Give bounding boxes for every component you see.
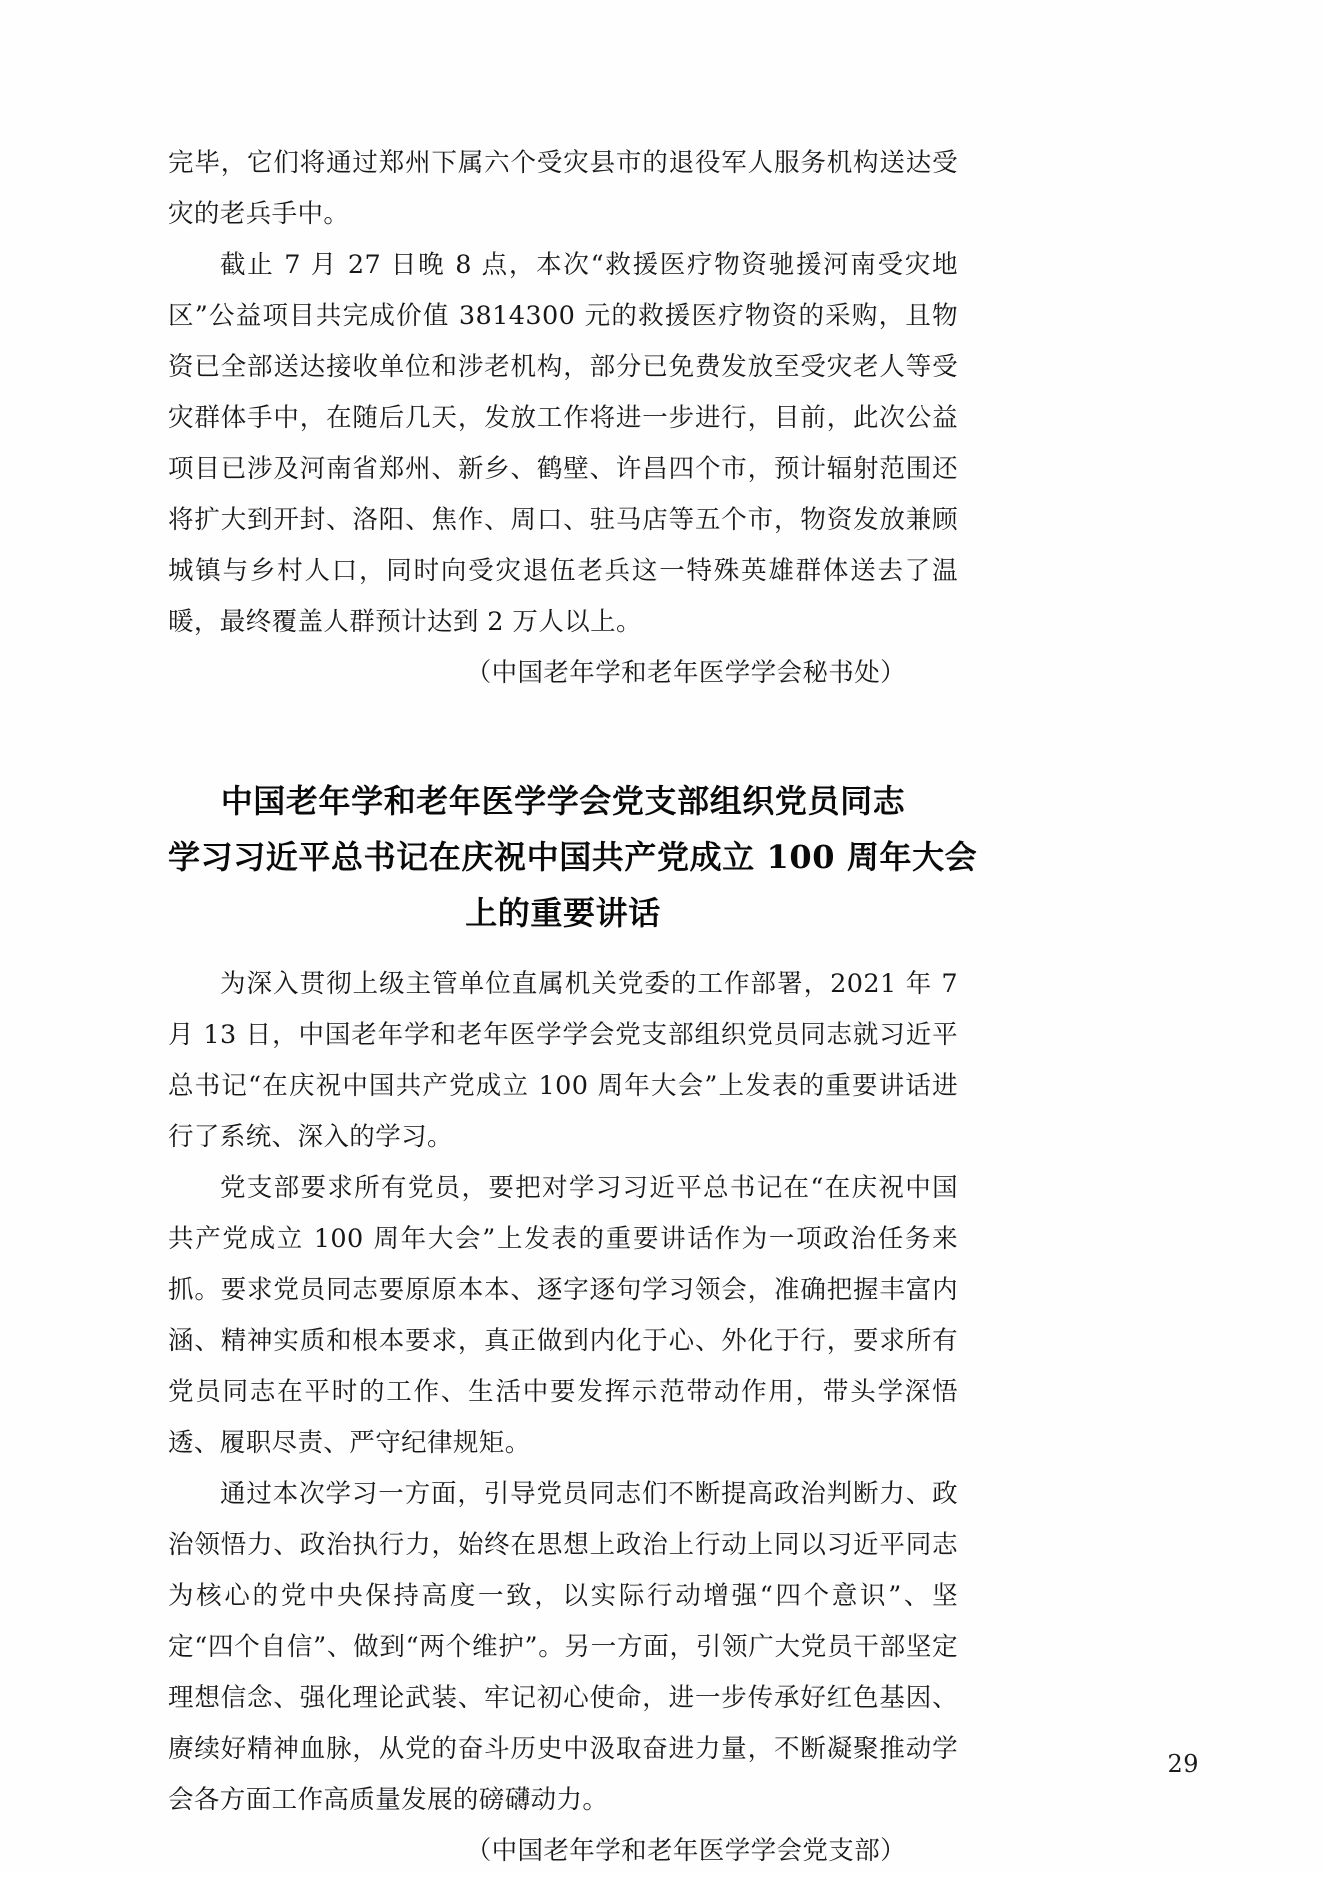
page-content <box>168 138 978 1877</box>
paragraph-continuation: 完毕，它们将通过郑州下属六个受灾县市的退役军人服务机构送达受灾的老兵手中。 <box>168 148 958 229</box>
paragraph-relief-summary: 截止 7 月 27 日晚 8 点，本次“救援医疗物资驰援河南受灾地区”公益项目共完成价值 3814300 元的救援医疗物资的采购，且物资已全部送达接收单位和涉老机构，部分已免费发放至受灾老人等受灾群体手中，在随后几天，发放工作将进一步进行，目前，此次公益项目已涉及河南省郑州、新乡、鹤壁、许昌四个市，预计辐射范围还将扩大到开封、洛阳、焦作、周口、驻马店等五个市，物资发放兼顾城镇与乡村人口，同时向受灾退伍老兵这一特殊英雄群体送去了温暖，最终覆盖人群预计达到 2 万人以上。 <box>168 250 958 637</box>
article-paragraph-1: 为深入贯彻上级主管单位直属机关党委的工作部署，2021 年 7 月 13 日，中国老年学和老年医学学会党支部组织党员同志就习近平总书记“在庆祝中国共产党成立 100 周年大会”上发表的重要讲话进行了系统、深入的学习。 <box>168 969 958 1152</box>
page-number: 29 <box>1167 1750 1199 1778</box>
article-title-line-1: 中国老年学和老年医学学会党支部组织党员同志 <box>220 782 906 820</box>
article-title <box>168 773 978 941</box>
attribution-party-branch: （中国老年学和老年医学学会党支部） <box>465 1836 906 1866</box>
attribution-secretariat: （中国老年学和老年医学学会秘书处） <box>465 658 906 688</box>
article-paragraph-3: 通过本次学习一方面，引导党员同志们不断提高政治判断力、政治领悟力、政治执行力，始终在思想上政治上行动上同以习近平同志为核心的党中央保持高度一致，以实际行动增强“四个意识”、坚定“四个自信”、做到“两个维护”。另一方面，引领广大党员干部坚定理想信念、强化理论武装、牢记初心使命，进一步传承好红色基因、赓续好精神血脉，从党的奋斗历史中汲取奋进力量，不断凝聚推动学会各方面工作高质量发展的磅礴动力。 <box>168 1479 958 1815</box>
article-title-line-3: 上的重要讲话 <box>465 894 661 932</box>
article-title-line-2: 学习习近平总书记在庆祝中国共产党成立 100 周年大会 <box>168 838 978 876</box>
article-paragraph-2: 党支部要求所有党员，要把对学习习近平总书记在“在庆祝中国共产党成立 100 周年大会”上发表的重要讲话作为一项政治任务来抓。要求党员同志要原原本本、逐字逐句学习领会，准确把握丰富内涵、精神实质和根本要求，真正做到内化于心、外化于行，要求所有党员同志在平时的工作、生活中要发挥示范带动作用，带头学深悟透、履职尽责、严守纪律规矩。 <box>168 1173 958 1458</box>
